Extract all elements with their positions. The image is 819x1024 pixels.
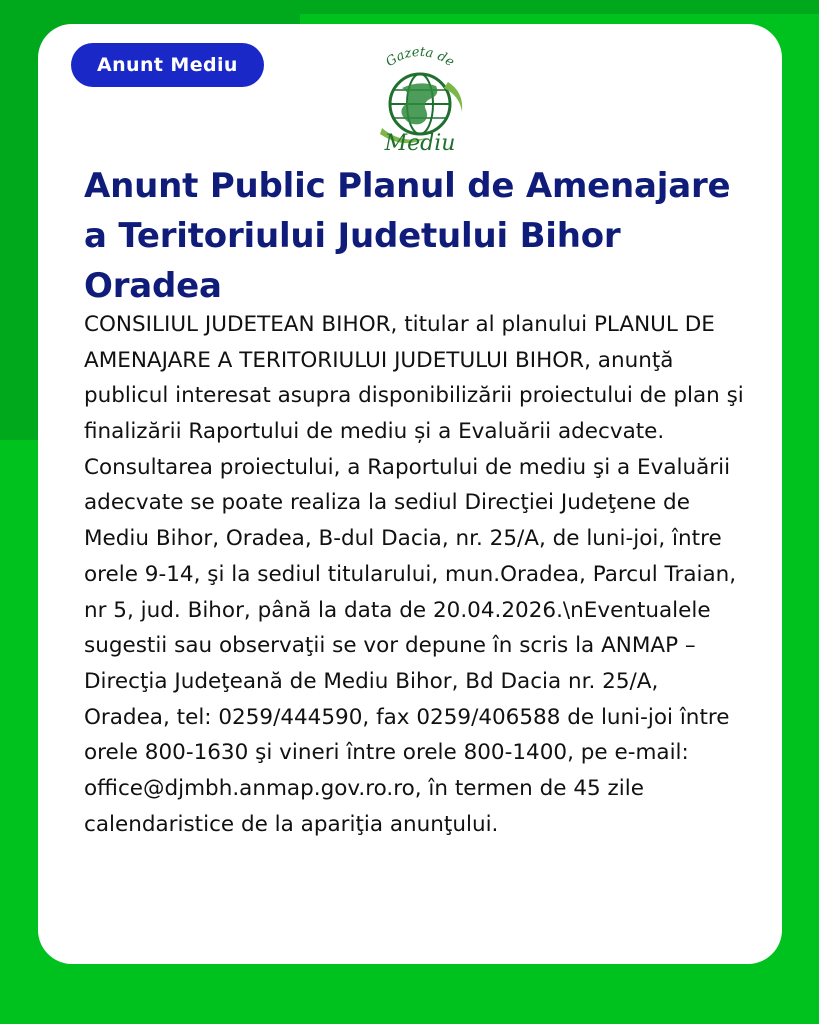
background-band-top (0, 0, 819, 14)
svg-text:Gazeta de: Gazeta de (383, 44, 457, 71)
page-title: Anunt Public Planul de Amenajare a Teritoriului Judetului Bihor Oradea (84, 165, 731, 306)
gazeta-de-mediu-logo (360, 42, 480, 160)
svg-text:Mediu: Mediu (384, 131, 456, 156)
globe-leaf-icon (360, 42, 480, 160)
announcement-body: CONSILIUL JUDETEAN BIHOR, titular al planului PLANUL DE AMENAJARE A TERITORIULUI JUDETULUI BIHOR, anunţă publicul interesat asupra disponibilizării proiectului de plan şi finalizării Raportului de mediu și a Evaluării adecvate. Consultarea proiectului, a Raportului de mediu şi a Evaluării adecvate se poate realiza la sediul Direcţiei Judeţene de Mediu Bihor, Oradea, B-dul Dacia, nr. 25/A, de luni-joi, între orele 9-14, şi la sediul titularului, mun.Oradea, Parcul Traian, nr 5, jud. Bihor, până la data de 20.04.2026.\nEventualele sugestii sau observaţii se vor depune în scris la ANMAP – Direcţia Judeţeană de Mediu Bihor, Bd Dacia nr. 25/A, Oradea, tel: 0259/444590, fax 0259/406588 de luni-joi între orele 800-1630 şi vineri între orele 800-1400, pe e-mail: office@djmbh.anmap.gov.ro.ro, în termen de 45 zile calendaristice de la apariţia anunţului. (84, 312, 751, 837)
category-badge: Anunt Mediu (71, 43, 264, 87)
announcement-card (38, 24, 782, 964)
